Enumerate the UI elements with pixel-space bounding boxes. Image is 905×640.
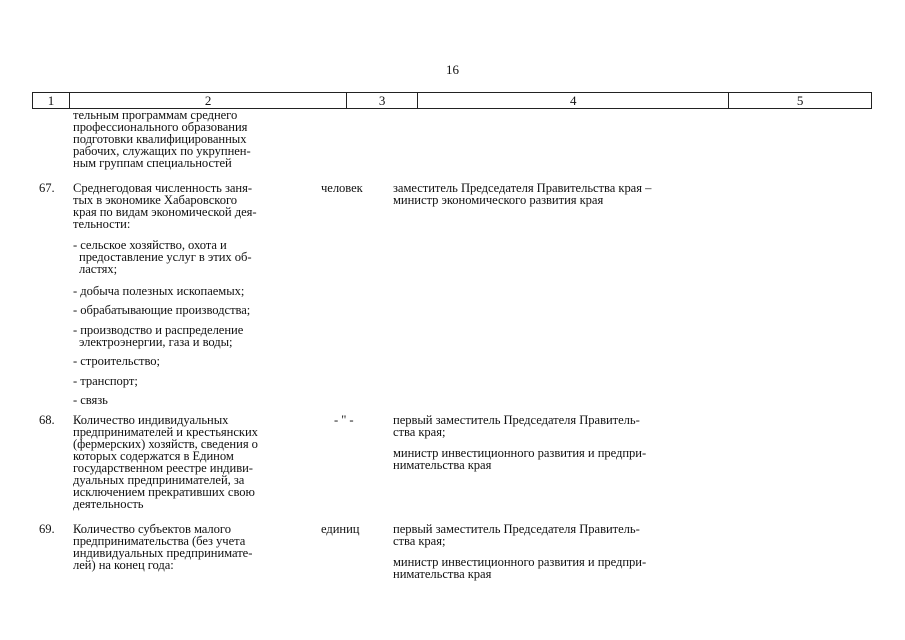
responsible: заместитель Председателя Правительства края –: [393, 181, 652, 195]
header-col-4: 4: [417, 93, 728, 108]
text-line: тельным программам среднего: [73, 108, 238, 122]
unit: единиц: [321, 522, 360, 536]
header-col-2: 2: [69, 93, 346, 108]
list-item: - добыча полезных ископаемых;: [73, 284, 245, 298]
row-number: 68.: [39, 413, 55, 427]
text-line: лей) на конец года:: [73, 558, 174, 572]
list-item: - обрабатывающие производства;: [73, 303, 251, 317]
responsible: первый заместитель Председателя Правитель-: [393, 522, 640, 536]
text-line: профессионального образования: [73, 120, 248, 134]
text-line: дуальных предпринимателей, за: [73, 473, 245, 487]
list-item: - строительство;: [73, 354, 160, 368]
responsible: министр экономического развития края: [393, 193, 604, 207]
list-item: - связь: [73, 393, 108, 407]
text-line: государственном реестре индиви-: [73, 461, 253, 475]
text-line: ным группам специальностей: [73, 156, 232, 170]
text-line: которых содержатся в Едином: [73, 449, 234, 463]
list-item: предоставление услуг в этих об-: [79, 250, 252, 264]
responsible: ства края;: [393, 534, 446, 548]
responsible: ства края;: [393, 425, 446, 439]
text-line: предпринимательства (без учета: [73, 534, 246, 548]
header-col-1: 1: [47, 92, 55, 108]
unit-ditto: - " -: [334, 413, 354, 427]
text-line: рабочих, служащих по укрупнен-: [73, 144, 251, 158]
header-col-3: 3: [346, 93, 417, 108]
text-line: предпринимателей и крестьянских: [73, 425, 258, 439]
text-line: Среднегодовая численность заня-: [73, 181, 253, 195]
text-line: тельности:: [73, 217, 131, 231]
responsible: министр инвестиционного развития и предпри-: [393, 555, 647, 569]
header-col-5: 5: [728, 93, 871, 108]
text-line: Количество индивидуальных: [73, 413, 229, 427]
text-line: Количество субъектов малого: [73, 522, 231, 536]
unit: человек: [321, 181, 363, 195]
row-number: 69.: [39, 522, 55, 536]
responsible: нимательства края: [393, 567, 492, 581]
list-item: электроэнергии, газа и воды;: [79, 335, 233, 349]
text-line: деятельность: [73, 497, 144, 511]
table-header: [32, 92, 872, 109]
text-line: индивидуальных предпринимате-: [73, 546, 253, 560]
responsible: нимательства края: [393, 458, 492, 472]
responsible: министр инвестиционного развития и предпри-: [393, 446, 647, 460]
page-number: 16: [446, 62, 459, 77]
text-line: тых в экономике Хабаровского: [73, 193, 237, 207]
list-item: - транспорт;: [73, 374, 138, 388]
text-line: исключением прекративших свою: [73, 485, 255, 499]
list-item: - производство и распределение: [73, 323, 244, 337]
row-number: 67.: [39, 181, 55, 195]
responsible: первый заместитель Председателя Правитель-: [393, 413, 640, 427]
text-line: подготовки квалифицированных: [73, 132, 247, 146]
list-item: ластях;: [79, 262, 118, 276]
text-line: края по видам экономической дея-: [73, 205, 257, 219]
list-item: - сельское хозяйство, охота и: [73, 238, 227, 252]
text-line: (фермерских) хозяйств, сведения о: [73, 437, 258, 451]
